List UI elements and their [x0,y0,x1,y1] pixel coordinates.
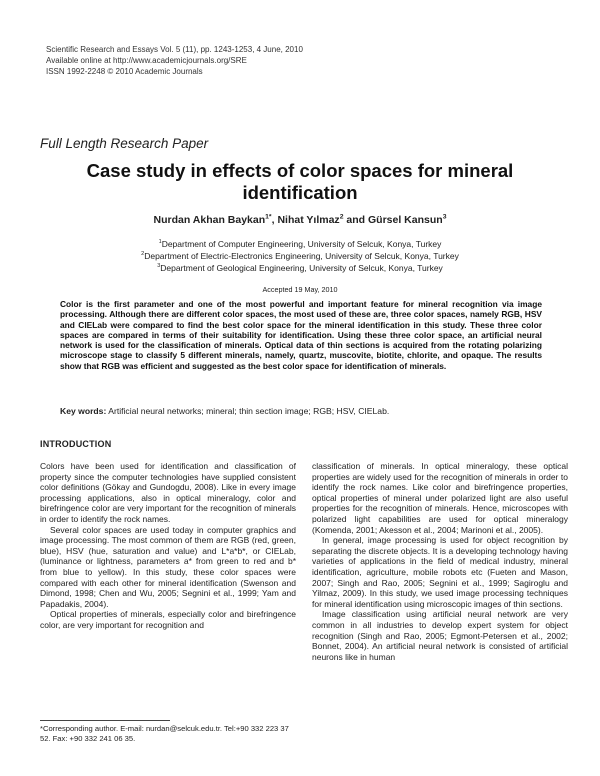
paragraph: Several color spaces are used today in computer graphics and image processing. The most common of them are RGB (red, green, blue), HSV (hue, saturation and value) and L*a*b*, or CIELab, (luminance or lightness, parameters a* from green to red and b* from blue to yellow). In this study, these color spaces were compared with each other for mineral identification (Swenson and Dimond, 1998; Chen and Wu, 2005; Segnini et al., 1999; Yam and Papadakis, 2004). [40,524,296,609]
footnote-divider [40,720,170,721]
author-3-marker: 3 [442,213,447,221]
author-1-marker: 1* [265,213,272,221]
affiliation-marker: 3 [157,263,161,270]
affiliation-text: Department of Computer Engineering, University of Selcuk, Konya, Turkey [161,239,442,249]
abstract: Color is the first parameter and one of the most powerful and important feature for mineral recognition via image processing. Although there are different color spaces, the most used of these are, three color spaces, namely RGB, HSV and CIELab were compared to find the best color space for the mineral identification in this study. These three color spaces are compared in terms of their suitability for identification. Using these three color space, an artificial neural network is used for the classification of minerals. Optical data of thin sections is acquired from the rotating polarizing microscope stage to classify 5 different minerals, namely, quartz, muscovite, biotite, chlorite, and opaque. The results show that RGB was efficient and suggested as the best color space for identification of minerals. [60,299,542,371]
paper-title: Case study in effects of color spaces for mineral identification [86,160,514,203]
section-heading-introduction: INTRODUCTION [40,439,112,449]
author-1: Nurdan Akhan Baykan [153,214,266,226]
online-availability: Available online at http://www.academicjournals.org/SRE [46,56,247,65]
affiliation-marker: 1 [158,239,162,246]
keywords-label: Key words: [60,406,107,416]
affiliation-text: Department of Electric-Electronics Engineering, University of Selcuk, Konya, Turkey [144,251,459,261]
issn-copyright: ISSN 1992-2248 © 2010 Academic Journals [46,67,203,76]
article-type: Full Length Research Paper [40,136,209,151]
affiliation-2 [40,250,560,262]
affiliation-marker: 2 [141,251,145,258]
journal-citation: Scientific Research and Essays Vol. 5 (11), pp. 1243-1253, 4 June, 2010 [46,45,303,54]
paragraph: Optical properties of minerals, especially color and birefringence color, are very important for recognition and [40,609,296,630]
author-2: Nihat Yılmaz [277,214,340,226]
author-3: Gürsel Kansun [368,214,443,226]
paragraph: In general, image processing is used for object recognition by separating the discrete objects. It is a developing technology having varieties of applications in the field of medical industry, mineral identification, agriculture, mobile robots etc (Fueten and Mason, 2007; Singh and Rao, 2005; Segnini et al., 1999; Sagiroglu and Yilmaz, 2009). In this study, we used image processing techniques for mineral identification using microscopic images of thin sections. [312,535,568,609]
paragraph: Colors have been used for identification and classification of property since the computer technologies have supplied consistent color definitions (Gökay and Gundogdu, 2008). Like in every image processing applications, also in optical mineralogy, color and birefringence color are very important for the recognition of minerals in order to identify the rock names. [40,461,296,524]
author-separator: and [343,214,368,226]
journal-header [46,44,303,77]
corresponding-author-footnote: *Corresponding author. E-mail: nurdan@selcuk.edu.tr. Tel:+90 332 223 37 52. Fax: +90 332 241 06 35. [40,724,289,743]
affiliation-text: Department of Geological Engineering, University of Selcuk, Konya, Turkey [160,263,443,273]
author-list [40,214,560,226]
affiliation-1 [40,238,560,250]
author-2-marker: 2 [339,213,344,221]
affiliations [40,238,560,274]
paragraph: classification of minerals. In optical mineralogy, these optical properties are widely used for the recognition of minerals in order to identify the rock names. Like color and birefringence properties, optical properties of mineral under polarized light are also useful properties for the recognition of minerals. Hence, microscopes with polarized light capabilities are used for optical mineralogy (Komenda, 2001; Akesson et al., 2004; Marinoni et al., 2005). [312,461,568,535]
affiliation-3 [40,262,560,274]
body-column-left [40,461,296,631]
accepted-date: Accepted 19 May, 2010 [262,285,338,294]
keywords [60,406,542,417]
paragraph: Image classification using artificial neural network are very common in all industries to develop expert system for object recognition (Singh and Rao, 2005; Egmont-Petersen et al., 2002; Bonnet, 2004). An artificial neural network is consisted of artificial neurons like in human [312,609,568,662]
author-separator: , [271,214,278,226]
body-column-right [312,461,568,662]
keywords-text: Artificial neural networks; mineral; thin section image; RGB; HSV, CIELab. [106,406,390,416]
